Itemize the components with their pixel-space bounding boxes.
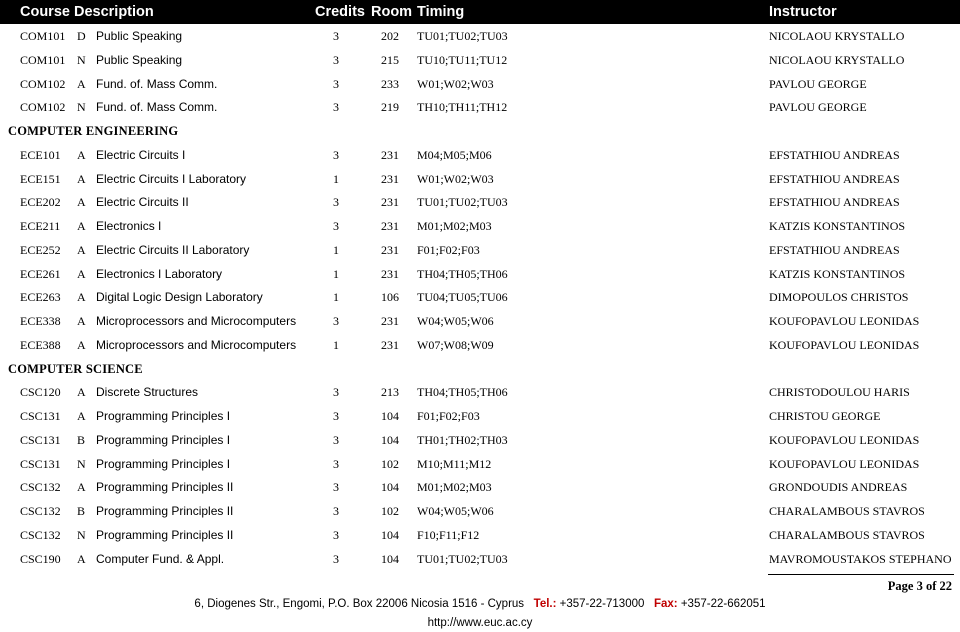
room: 106	[381, 290, 399, 305]
instructor: NICOLAOU KRYSTALLO	[769, 52, 905, 67]
course-code: ECE252	[20, 242, 61, 257]
table-row	[0, 72, 960, 96]
room: 231	[381, 147, 399, 162]
footer-fax: +357-22-662051	[680, 598, 766, 610]
credits: 3	[333, 29, 339, 43]
table-row	[0, 547, 960, 571]
course-code: CSC132	[20, 504, 61, 518]
timing: TH04;TH05;TH06	[417, 385, 508, 400]
instructor: MAVROMOUSTAKOS STEPHANO	[769, 551, 952, 566]
section: A	[77, 480, 86, 495]
footer-fax-label: Fax:	[653, 598, 678, 610]
credits: 3	[333, 551, 339, 566]
course-code: CSC190	[20, 551, 61, 566]
table-row	[0, 475, 960, 499]
instructor: CHARALAMBOUS STAVROS	[769, 527, 925, 542]
room: 233	[381, 76, 399, 91]
table-row	[0, 404, 960, 428]
room: 213	[381, 385, 399, 400]
instructor: NICOLAOU KRYSTALLO	[769, 29, 905, 43]
timing: TU04;TU05;TU06	[417, 290, 508, 305]
room: 102	[381, 504, 399, 518]
credits: 3	[333, 456, 339, 471]
course-code: COM101	[20, 52, 66, 67]
website-link[interactable]: http://www.euc.ac.cy	[427, 617, 533, 629]
room: 104	[381, 432, 399, 447]
instructor: PAVLOU GEORGE	[769, 100, 867, 115]
table-row	[0, 499, 960, 523]
table-row	[0, 48, 960, 72]
table-row	[0, 333, 960, 357]
section: A	[77, 385, 86, 400]
timing: TU01;TU02;TU03	[417, 29, 508, 43]
credits: 3	[333, 219, 339, 233]
course-code: ECE101	[20, 147, 61, 162]
section: N	[77, 52, 86, 67]
section: A	[77, 409, 86, 423]
room: 104	[381, 480, 399, 495]
course-code: ECE338	[20, 314, 61, 328]
footer-address: 6, Diogenes Str., Engomi, P.O. Box 22006 Nicosia 1516 - Cyprus	[194, 598, 525, 610]
room: 231	[381, 242, 399, 257]
section: A	[77, 171, 86, 186]
timing: TU01;TU02;TU03	[417, 551, 508, 566]
footer-tel-label: Tel.:	[533, 598, 557, 610]
credits: 3	[333, 409, 339, 423]
section: A	[77, 337, 86, 352]
timing: M10;M11;M12	[417, 456, 492, 471]
room: 102	[381, 456, 399, 471]
credits: 1	[333, 242, 339, 257]
course-description: Programming Principles I	[96, 456, 231, 471]
header-instructor: Instructor	[769, 4, 837, 20]
timing: W07;W08;W09	[417, 337, 494, 352]
timing: F01;F02;F03	[417, 242, 480, 257]
course-description: Fund. of. Mass Comm.	[96, 76, 218, 91]
section: B	[77, 504, 86, 518]
course-description: Programming Principles II	[96, 480, 234, 495]
timing: TH04;TH05;TH06	[417, 266, 508, 281]
course-code: CSC131	[20, 456, 61, 471]
course-description: Programming Principles II	[96, 504, 234, 518]
credits: 3	[333, 432, 339, 447]
section: N	[77, 527, 86, 542]
room: 231	[381, 314, 399, 328]
table-row	[0, 309, 960, 333]
instructor: KOUFOPAVLOU LEONIDAS	[769, 314, 920, 328]
section: A	[77, 219, 86, 233]
section: N	[77, 456, 86, 471]
table-row	[0, 95, 960, 119]
timing: W01;W02;W03	[417, 171, 494, 186]
instructor: CHRISTODOULOU HARIS	[769, 385, 910, 400]
credits: 3	[333, 504, 339, 518]
timing: M01;M02;M03	[417, 219, 492, 233]
section: A	[77, 76, 86, 91]
course-code: CSC131	[20, 409, 61, 423]
instructor: KATZIS KONSTANTINOS	[769, 266, 906, 281]
course-code: ECE151	[20, 171, 61, 186]
timing: W01;W02;W03	[417, 76, 494, 91]
section: A	[77, 314, 86, 328]
footer-tel: +357-22-713000	[559, 598, 645, 610]
course-description: Computer Fund. & Appl.	[96, 551, 225, 566]
instructor: KOUFOPAVLOU LEONIDAS	[769, 432, 920, 447]
course-description: Electronics I	[96, 219, 162, 233]
timing: W04;W05;W06	[417, 314, 494, 328]
credits: 1	[333, 171, 339, 186]
credits: 1	[333, 337, 339, 352]
course-description: Electronics I Laboratory	[96, 266, 223, 281]
instructor: DIMOPOULOS CHRISTOS	[769, 290, 909, 305]
credits: 3	[333, 385, 339, 400]
course-description: Electric Circuits I	[96, 147, 186, 162]
table-row	[0, 285, 960, 309]
header-course-description: Course Description	[20, 4, 154, 20]
course-description: Electric Circuits II	[96, 195, 189, 210]
instructor: EFSTATHIOU ANDREAS	[769, 242, 900, 257]
instructor: KOUFOPAVLOU LEONIDAS	[769, 337, 920, 352]
course-description: Microprocessors and Microcomputers	[96, 314, 297, 328]
course-description: Public Speaking	[96, 29, 183, 43]
header-room: Room	[371, 4, 413, 20]
table-row	[0, 452, 960, 476]
course-description: Microprocessors and Microcomputers	[96, 337, 297, 352]
instructor: EFSTATHIOU ANDREAS	[769, 147, 900, 162]
header-timing: Timing	[417, 4, 465, 20]
timing: W04;W05;W06	[417, 504, 494, 518]
table-row	[0, 523, 960, 547]
instructor: KATZIS KONSTANTINOS	[769, 219, 906, 233]
course-code: ECE261	[20, 266, 61, 281]
course-code: CSC132	[20, 480, 61, 495]
section: A	[77, 195, 86, 210]
course-description: Digital Logic Design Laboratory	[96, 290, 263, 305]
instructor: KOUFOPAVLOU LEONIDAS	[769, 456, 920, 471]
table-row	[0, 262, 960, 286]
instructor: CHRISTOU GEORGE	[769, 409, 881, 423]
timing: M01;M02;M03	[417, 480, 492, 495]
table-header	[0, 0, 960, 24]
table-row	[0, 380, 960, 404]
course-description: Electric Circuits I Laboratory	[96, 171, 247, 186]
table-row	[0, 428, 960, 452]
section: N	[77, 100, 86, 115]
course-code: ECE211	[20, 219, 61, 233]
table-row	[0, 238, 960, 262]
department-heading-row	[0, 119, 960, 143]
table-row	[0, 190, 960, 214]
room: 104	[381, 409, 399, 423]
room: 104	[381, 551, 399, 566]
course-description: Public Speaking	[96, 52, 183, 67]
table-row	[0, 24, 960, 48]
header-credits: Credits	[315, 4, 365, 20]
room: 231	[381, 337, 399, 352]
room: 231	[381, 266, 399, 281]
credits: 1	[333, 290, 339, 305]
course-code: ECE388	[20, 337, 61, 352]
course-description: Programming Principles I	[96, 432, 231, 447]
footer-url[interactable]	[0, 617, 960, 629]
course-code: ECE202	[20, 195, 61, 210]
credits: 3	[333, 195, 339, 210]
table-row	[0, 214, 960, 238]
credits: 1	[333, 266, 339, 281]
timing: TH01;TH02;TH03	[417, 432, 508, 447]
timing: TU10;TU11;TU12	[417, 52, 508, 67]
course-code: COM101	[20, 29, 66, 43]
timing: F01;F02;F03	[417, 409, 480, 423]
section: A	[77, 147, 86, 162]
course-code: CSC131	[20, 432, 61, 447]
course-code: COM102	[20, 76, 66, 91]
room: 104	[381, 527, 399, 542]
course-description: Programming Principles I	[96, 409, 231, 423]
section: B	[77, 432, 86, 447]
credits: 3	[333, 314, 339, 328]
department-heading: COMPUTER ENGINEERING	[8, 124, 179, 138]
section: D	[77, 29, 86, 43]
department-heading: COMPUTER SCIENCE	[8, 361, 143, 376]
credits: 3	[333, 147, 339, 162]
room: 219	[381, 100, 399, 115]
credits: 3	[333, 76, 339, 91]
timing: M04;M05;M06	[417, 147, 492, 162]
credits: 3	[333, 480, 339, 495]
course-code: COM102	[20, 100, 66, 115]
page-indicator	[768, 574, 954, 597]
course-description: Programming Principles II	[96, 527, 234, 542]
course-description: Fund. of. Mass Comm.	[96, 100, 218, 115]
credits: 3	[333, 527, 339, 542]
room: 231	[381, 171, 399, 186]
page-number: Page 3 of 22	[887, 579, 952, 593]
room: 231	[381, 219, 399, 233]
course-code: ECE263	[20, 290, 61, 305]
timing: TH10;TH11;TH12	[417, 100, 508, 115]
credits: 3	[333, 100, 339, 115]
course-description: Electric Circuits II Laboratory	[96, 242, 250, 257]
instructor: PAVLOU GEORGE	[769, 76, 867, 91]
table-row	[0, 167, 960, 191]
section: A	[77, 290, 86, 305]
instructor: CHARALAMBOUS STAVROS	[769, 504, 925, 518]
course-code: CSC120	[20, 385, 61, 400]
footer-contact	[0, 598, 960, 610]
timing: F10;F11;F12	[417, 527, 480, 542]
table-row	[0, 143, 960, 167]
course-description: Discrete Structures	[96, 385, 199, 400]
credits: 3	[333, 52, 339, 67]
course-code: CSC132	[20, 527, 61, 542]
instructor: GRONDOUDIS ANDREAS	[769, 480, 908, 495]
room: 202	[381, 29, 399, 43]
department-heading-row	[0, 357, 960, 381]
room: 215	[381, 52, 399, 67]
section: A	[77, 551, 86, 566]
room: 231	[381, 195, 399, 210]
instructor: EFSTATHIOU ANDREAS	[769, 195, 900, 210]
instructor: EFSTATHIOU ANDREAS	[769, 171, 900, 186]
section: A	[77, 266, 86, 281]
section: A	[77, 242, 86, 257]
timing: TU01;TU02;TU03	[417, 195, 508, 210]
